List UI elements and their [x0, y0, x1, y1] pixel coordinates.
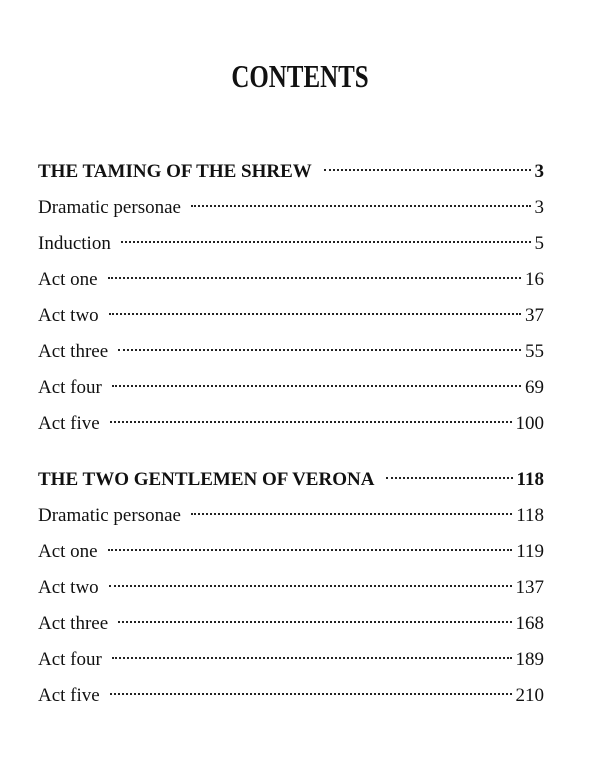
toc-heading-label: THE TAMING OF THE SHREW [38, 161, 312, 182]
toc-entry-page-number: 16 [525, 269, 544, 290]
toc-entry-label: Act five [38, 685, 100, 706]
toc-entry-label: Act two [38, 305, 99, 326]
toc-heading-page-number: 3 [534, 161, 544, 182]
dot-leader [118, 621, 511, 623]
dot-leader [121, 241, 531, 243]
dot-leader [191, 513, 512, 515]
toc-entry-page-number: 37 [525, 305, 544, 326]
toc-entry [38, 678, 544, 714]
toc-entry-page-number: 119 [516, 541, 544, 562]
toc-heading-page-number: 118 [516, 469, 544, 490]
dot-leader [110, 693, 512, 695]
toc-entry-label: Dramatic personae [38, 197, 181, 218]
toc-entry-page-number: 118 [516, 505, 544, 526]
toc-entry-label: Induction [38, 233, 111, 254]
toc-entry-label: Act three [38, 341, 109, 362]
toc-section-two-gentlemen-of-verona [38, 462, 544, 714]
toc-entry-label: Act two [38, 577, 99, 598]
toc-entry [38, 642, 544, 678]
toc-entry-page-number: 5 [534, 233, 544, 254]
toc-entry [38, 534, 544, 570]
toc-entry-label: Act one [38, 541, 98, 562]
dot-leader [109, 313, 521, 315]
dot-leader [110, 421, 512, 423]
toc-entry-page-number: 3 [534, 197, 544, 218]
toc-entry-page-number: 100 [515, 413, 544, 434]
dot-leader [108, 277, 521, 279]
dot-leader [191, 205, 531, 207]
toc-entry [38, 498, 544, 534]
toc-entry-page-number: 168 [515, 613, 544, 634]
dot-leader [109, 585, 512, 587]
dot-leader [386, 477, 512, 479]
toc-entry [38, 334, 544, 370]
toc-entry [38, 298, 544, 334]
toc-entry-page-number: 210 [515, 685, 544, 706]
page-title: CONTENTS [231, 58, 369, 94]
dot-leader [108, 549, 513, 551]
toc-entry-label: Dramatic personae [38, 505, 181, 526]
toc-section-heading [38, 154, 544, 190]
toc-entry [38, 606, 544, 642]
toc-entry-label: Act four [38, 649, 102, 670]
toc-entry-label: Act three [38, 613, 109, 634]
toc-entry-label: Act one [38, 269, 98, 290]
toc-entry [38, 370, 544, 406]
dot-leader [112, 657, 512, 659]
toc-heading-label: THE TWO GENTLEMEN OF VERONA [38, 469, 375, 490]
toc-entry-page-number: 69 [525, 377, 544, 398]
toc-entry [38, 570, 544, 606]
dot-leader [118, 349, 521, 351]
toc-entry-label: Act five [38, 413, 100, 434]
toc-entry [38, 190, 544, 226]
dot-leader [324, 169, 531, 171]
toc-entry [38, 262, 544, 298]
toc-entry-label: Act four [38, 377, 102, 398]
toc-entry [38, 406, 544, 442]
toc-entry-page-number: 55 [525, 341, 544, 362]
dot-leader [112, 385, 521, 387]
toc-entry-page-number: 137 [515, 577, 544, 598]
toc-section-heading [38, 462, 544, 498]
toc-entry [38, 226, 544, 262]
toc-section-taming-of-the-shrew [38, 154, 544, 442]
toc-entry-page-number: 189 [515, 649, 544, 670]
